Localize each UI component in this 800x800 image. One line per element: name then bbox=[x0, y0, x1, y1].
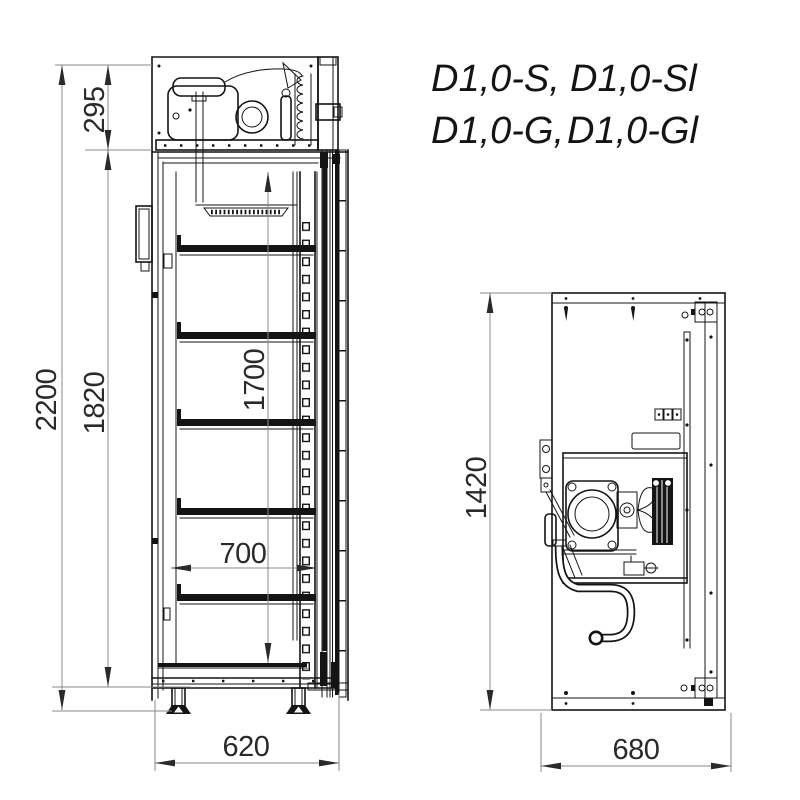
base-and-legs bbox=[152, 663, 338, 714]
condenser-rear bbox=[652, 478, 673, 545]
model-name-3: D1,0-G, bbox=[431, 110, 565, 152]
hinge-mark-upper bbox=[152, 292, 158, 298]
condensing-unit bbox=[545, 453, 687, 583]
cabinet-body bbox=[136, 150, 348, 714]
dim-overall-depth bbox=[155, 731, 339, 766]
model-title bbox=[431, 58, 699, 152]
left-bracket bbox=[540, 440, 552, 492]
model-name-4: D1,0-Gl bbox=[567, 110, 698, 152]
machine-compartment bbox=[152, 57, 342, 202]
dim-shelf-depth bbox=[171, 538, 317, 571]
s-bend-pipe bbox=[553, 540, 631, 644]
receiver-drier bbox=[281, 96, 291, 140]
dim-compartment-height bbox=[79, 65, 111, 150]
shelf bbox=[177, 498, 316, 518]
top-hinge-bracket bbox=[682, 302, 717, 322]
dim-label-680: 680 bbox=[612, 734, 660, 766]
dim-label-295: 295 bbox=[79, 86, 111, 134]
leg bbox=[172, 688, 185, 707]
dim-rear-width bbox=[541, 734, 731, 769]
hinge-mark-lower bbox=[152, 538, 158, 544]
model-name-2: D1,0-Sl bbox=[570, 58, 697, 100]
fan-rear bbox=[617, 488, 658, 533]
rating-plate bbox=[632, 433, 680, 449]
dim-body-height bbox=[79, 150, 111, 687]
valve bbox=[624, 562, 644, 575]
bottom-hinge-bracket bbox=[681, 678, 717, 706]
terminal-block bbox=[655, 409, 681, 420]
side-panel-strip bbox=[705, 303, 717, 698]
shelf bbox=[177, 235, 316, 255]
dim-label-2200: 2200 bbox=[31, 368, 63, 432]
leg bbox=[292, 688, 305, 707]
dimensions bbox=[31, 65, 731, 772]
evaporator bbox=[196, 205, 296, 216]
shelf bbox=[177, 584, 316, 604]
dim-rear-panel-height bbox=[461, 293, 493, 710]
dim-label-1700: 1700 bbox=[239, 348, 271, 412]
dim-label-700: 700 bbox=[219, 538, 267, 570]
junction-box bbox=[136, 206, 152, 271]
shelf bbox=[177, 322, 316, 342]
dim-label-1420: 1420 bbox=[461, 456, 493, 520]
model-name-1: D1,0-S, bbox=[431, 58, 560, 100]
dim-label-620: 620 bbox=[222, 731, 270, 763]
rear-view bbox=[540, 293, 725, 710]
suction-pipe bbox=[196, 92, 203, 202]
door-latch bbox=[316, 104, 340, 120]
dim-label-1820: 1820 bbox=[79, 371, 111, 435]
drier-rear bbox=[545, 514, 556, 546]
dim-overall-height bbox=[31, 65, 65, 710]
top-keyhole-slots bbox=[564, 297, 701, 321]
